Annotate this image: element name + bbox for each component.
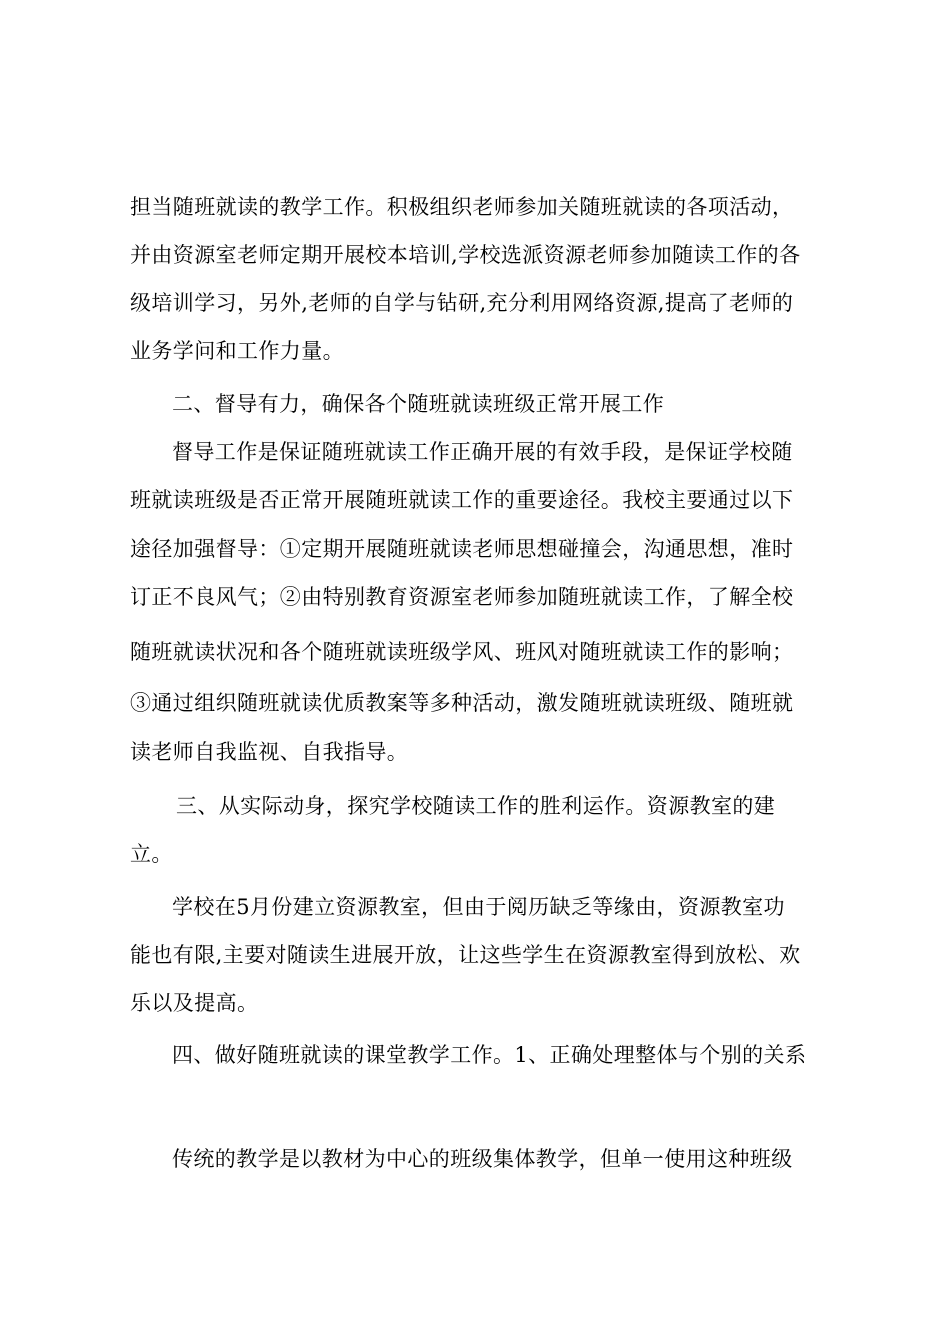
- text-line: 传统的教学是以教材为中心的班级集体教学，但单一使用这种班级: [172, 1147, 793, 1171]
- text-line: 立。: [130, 842, 173, 866]
- text-line: 随班就读状况和各个随班就读班级学风、班风对随班就读工作的影响；: [130, 640, 794, 664]
- text-line: 能也有限,主要对随读生进展开放，让这些学生在资源教室得到放松、欢: [130, 943, 801, 967]
- text-line: 读老师自我监视、自我指导。: [130, 740, 409, 764]
- text-line: 乐以及提高。: [130, 991, 259, 1015]
- text-line: 业务学问和工作力量。: [130, 339, 344, 363]
- text-line: ③通过组织随班就读优质教案等多种活动，激发随班就读班级、随班就: [130, 691, 794, 715]
- text-line: 督导工作是保证随班就读工作正确开展的有效手段，是保证学校随: [172, 440, 793, 464]
- text-line: 学校在5月份建立资源教室，但由于阅历缺乏等缘由，资源教室功: [172, 895, 785, 919]
- text-line: 订正不良风气；②由特别教育资源室老师参加随班就读工作，了解全校: [130, 585, 794, 609]
- text-line: 途径加强督导：①定期开展随班就读老师思想碰撞会，沟通思想，准时: [130, 537, 794, 561]
- section-heading: 四、做好随班就读的课堂教学工作。1、正确处理整体与个别的关系: [172, 1043, 807, 1067]
- text-line: 并由资源室老师定期开展校本培训,学校选派资源老师参加随读工作的各: [130, 243, 801, 267]
- text-line: 担当随班就读的教学工作。积极组织老师参加关随班就读的各项活动，: [130, 195, 794, 219]
- text-line: 班就读班级是否正常开展随班就读工作的重要途径。我校主要通过以下: [130, 488, 794, 512]
- text-line: 级培训学习，另外,老师的自学与钻研,充分利用网络资源,提高了老师的: [130, 291, 794, 315]
- section-heading: 三、从实际动身，探究学校随读工作的胜利运作。资源教室的建: [176, 794, 776, 818]
- section-heading: 二、督导有力，确保各个随班就读班级正常开展工作: [172, 392, 665, 416]
